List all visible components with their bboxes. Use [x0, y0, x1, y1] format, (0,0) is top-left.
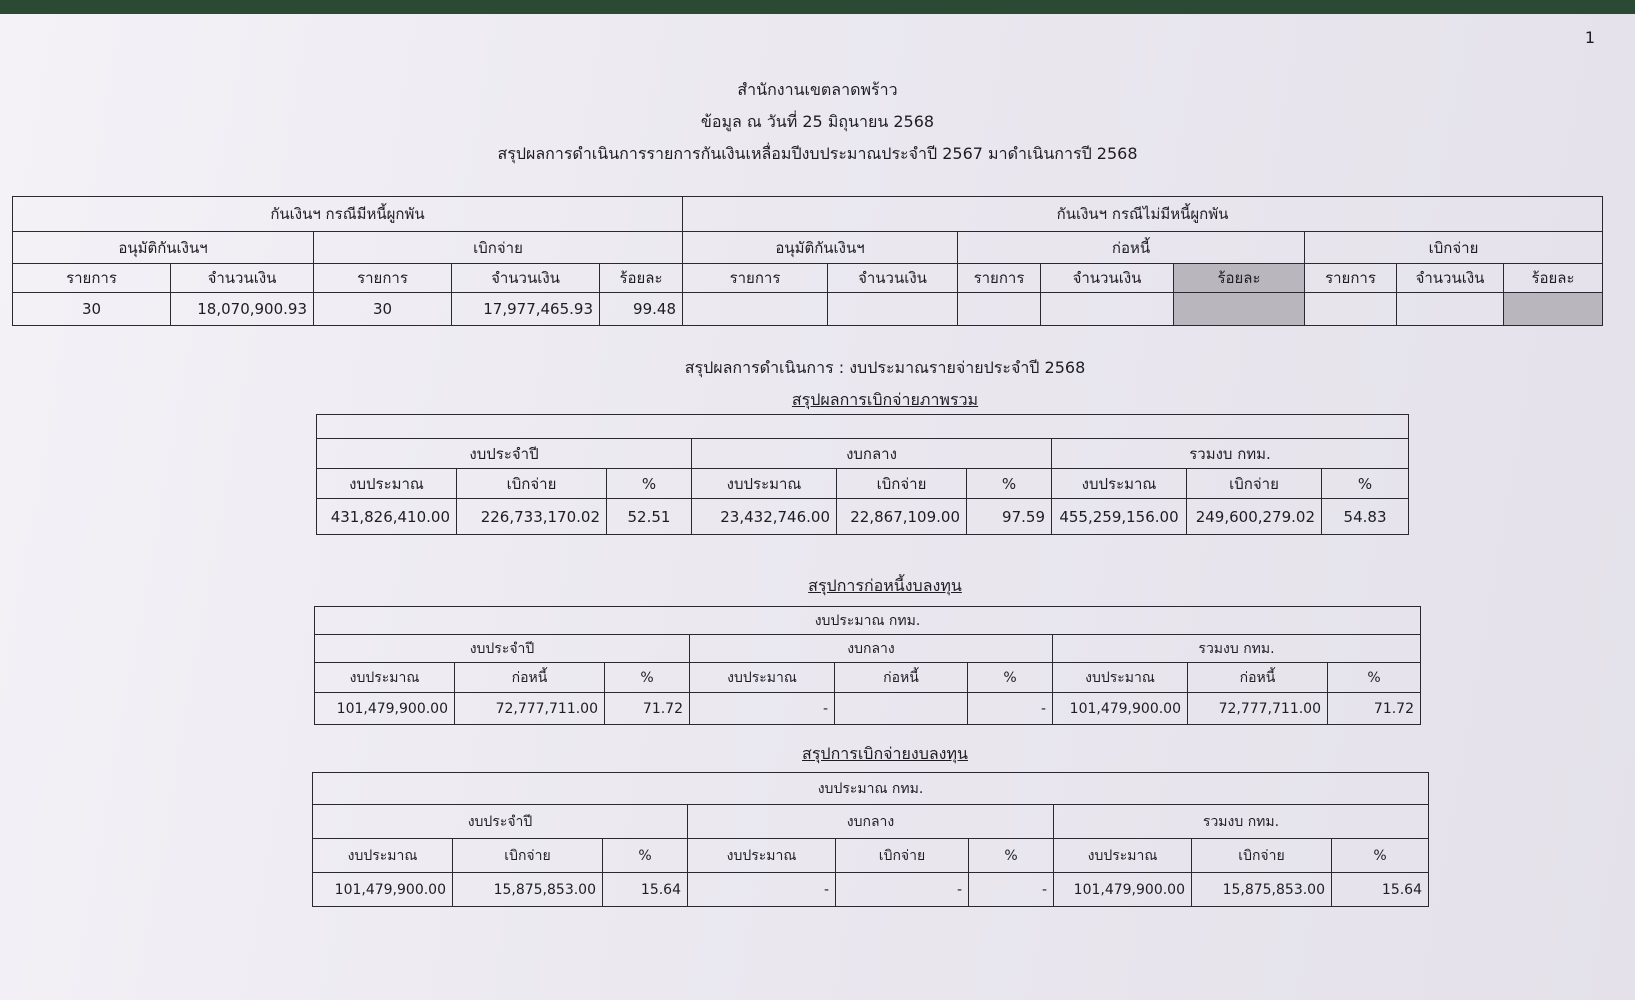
col-pct: % — [1322, 469, 1409, 499]
total-pct-value: 15.64 — [1332, 873, 1429, 907]
col-budget: งบประมาณ — [313, 839, 453, 873]
col-percent: ร้อยละ — [600, 264, 683, 293]
central-pct-value: 97.59 — [967, 499, 1052, 535]
col-items: รายการ — [958, 264, 1041, 293]
col-items: รายการ — [314, 264, 452, 293]
overall-title: สรุปผลการเบิกจ่ายภาพรวม — [791, 390, 979, 409]
central-group-header: งบกลาง — [690, 635, 1053, 663]
capital-commit-title: สรุปการก่อหนี้งบลงทุน — [808, 576, 962, 595]
central-pct-value: - — [969, 873, 1054, 907]
col-amount: จำนวนเงิน — [1041, 264, 1174, 293]
annual-disburse-value: 15,875,853.00 — [453, 873, 603, 907]
with-obligation-header: กันเงินฯ กรณีมีหนี้ผูกพัน — [13, 197, 683, 232]
capital-disburse-table — [312, 772, 1429, 907]
disburse-percent-value: 99.48 — [600, 293, 683, 326]
col-pct: % — [1332, 839, 1429, 873]
col-commit: ก่อหนี้ — [1188, 663, 1328, 693]
approve-header-2: อนุมัติกันเงินฯ — [683, 232, 958, 264]
capital-commit-table — [314, 606, 1421, 725]
total-budget-value: 101,479,900.00 — [1053, 693, 1188, 725]
annual-pct-value: 52.51 — [607, 499, 692, 535]
col-disburse: เบิกจ่าย — [837, 469, 967, 499]
total-group-header: รวมงบ กทม. — [1054, 805, 1429, 839]
col-amount: จำนวนเงิน — [828, 264, 958, 293]
col-pct: % — [603, 839, 688, 873]
col-items: รายการ — [683, 264, 828, 293]
col-budget: งบประมาณ — [688, 839, 836, 873]
col-pct: % — [1328, 663, 1421, 693]
total-budget-value: 101,479,900.00 — [1054, 873, 1192, 907]
empty-cell — [958, 293, 1041, 326]
col-percent: ร้อยละ — [1504, 264, 1603, 293]
budget-bma-header: งบประมาณ กทม. — [313, 773, 1429, 805]
total-group-header: รวมงบ กทม. — [1052, 439, 1409, 469]
col-amount: จำนวนเงิน — [1397, 264, 1504, 293]
central-budget-value: 23,432,746.00 — [692, 499, 837, 535]
col-disburse: เบิกจ่าย — [457, 469, 607, 499]
shaded-cell — [1174, 293, 1305, 326]
col-commit: ก่อหนี้ — [835, 663, 968, 693]
blank-header — [317, 415, 1409, 439]
total-group-header: รวมงบ กทม. — [1053, 635, 1421, 663]
col-disburse: เบิกจ่าย — [1187, 469, 1322, 499]
total-pct-value: 54.83 — [1322, 499, 1409, 535]
total-commit-value: 72,777,711.00 — [1188, 693, 1328, 725]
col-disburse: เบิกจ่าย — [453, 839, 603, 873]
col-budget: งบประมาณ — [1054, 839, 1192, 873]
central-budget-value: - — [688, 873, 836, 907]
col-commit: ก่อหนี้ — [455, 663, 605, 693]
empty-cell — [1397, 293, 1504, 326]
overall-table — [316, 414, 1409, 535]
annual-group-header: งบประจำปี — [317, 439, 692, 469]
annual-pct-value: 71.72 — [605, 693, 690, 725]
col-budget: งบประมาณ — [1052, 469, 1187, 499]
annual-budget-value: 101,479,900.00 — [313, 873, 453, 907]
date-line: ข้อมูล ณ วันที่ 25 มิถุนายน 2568 — [700, 112, 935, 131]
total-disburse-value: 15,875,853.00 — [1192, 873, 1332, 907]
col-items: รายการ — [1305, 264, 1397, 293]
col-budget: งบประมาณ — [1053, 663, 1188, 693]
col-disburse: เบิกจ่าย — [836, 839, 969, 873]
empty-cell — [683, 293, 828, 326]
empty-cell — [828, 293, 958, 326]
col-pct: % — [605, 663, 690, 693]
annual-budget-value: 101,479,900.00 — [315, 693, 455, 725]
empty-cell — [1305, 293, 1397, 326]
col-budget: งบประมาณ — [315, 663, 455, 693]
col-percent: ร้อยละ — [1174, 264, 1305, 293]
col-budget: งบประมาณ — [690, 663, 835, 693]
budget-bma-header: งบประมาณ กทม. — [315, 607, 1421, 635]
col-amount: จำนวนเงิน — [452, 264, 600, 293]
approve-amount-value: 18,070,900.93 — [171, 293, 314, 326]
central-group-header: งบกลาง — [692, 439, 1052, 469]
annual-group-header: งบประจำปี — [313, 805, 688, 839]
col-amount: จำนวนเงิน — [171, 264, 314, 293]
disburse-amount-value: 17,977,465.93 — [452, 293, 600, 326]
central-pct-value: - — [968, 693, 1053, 725]
col-pct: % — [607, 469, 692, 499]
page-number: 1 — [1584, 28, 1595, 47]
reserve-table — [12, 196, 1603, 326]
commit-header: ก่อหนี้ — [958, 232, 1305, 264]
disburse-header-2: เบิกจ่าย — [1305, 232, 1603, 264]
disburse-items-value: 30 — [314, 293, 452, 326]
col-pct: % — [969, 839, 1054, 873]
total-pct-value: 71.72 — [1328, 693, 1421, 725]
capital-disburse-title: สรุปการเบิกจ่ายงบลงทุน — [802, 744, 968, 763]
office-name: สำนักงานเขตลาดพร้าว — [737, 80, 898, 99]
summary-title: สรุปผลการดำเนินการรายการกันเงินเหลื่อมปีงบประมาณประจำปี 2567 มาดำเนินการปี 2568 — [497, 144, 1138, 163]
annual-budget-value: 431,826,410.00 — [317, 499, 457, 535]
central-group-header: งบกลาง — [688, 805, 1054, 839]
total-disburse-value: 249,600,279.02 — [1187, 499, 1322, 535]
annual-commit-value: 72,777,711.00 — [455, 693, 605, 725]
budget-section-title: สรุปผลการดำเนินการ : งบประมาณรายจ่ายประจำปี 2568 — [684, 358, 1086, 377]
total-budget-value: 455,259,156.00 — [1052, 499, 1187, 535]
central-commit-value — [835, 693, 968, 725]
col-pct: % — [967, 469, 1052, 499]
document-page — [0, 14, 1635, 1000]
shaded-cell — [1504, 293, 1603, 326]
central-disburse-value: - — [836, 873, 969, 907]
col-disburse: เบิกจ่าย — [1192, 839, 1332, 873]
annual-disburse-value: 226,733,170.02 — [457, 499, 607, 535]
col-pct: % — [968, 663, 1053, 693]
without-obligation-header: กันเงินฯ กรณีไม่มีหนี้ผูกพัน — [683, 197, 1603, 232]
approve-items-value: 30 — [13, 293, 171, 326]
annual-group-header: งบประจำปี — [315, 635, 690, 663]
disburse-header: เบิกจ่าย — [314, 232, 683, 264]
central-budget-value: - — [690, 693, 835, 725]
annual-pct-value: 15.64 — [603, 873, 688, 907]
empty-cell — [1041, 293, 1174, 326]
col-items: รายการ — [13, 264, 171, 293]
central-disburse-value: 22,867,109.00 — [837, 499, 967, 535]
approve-header: อนุมัติกันเงินฯ — [13, 232, 314, 264]
col-budget: งบประมาณ — [317, 469, 457, 499]
col-budget: งบประมาณ — [692, 469, 837, 499]
